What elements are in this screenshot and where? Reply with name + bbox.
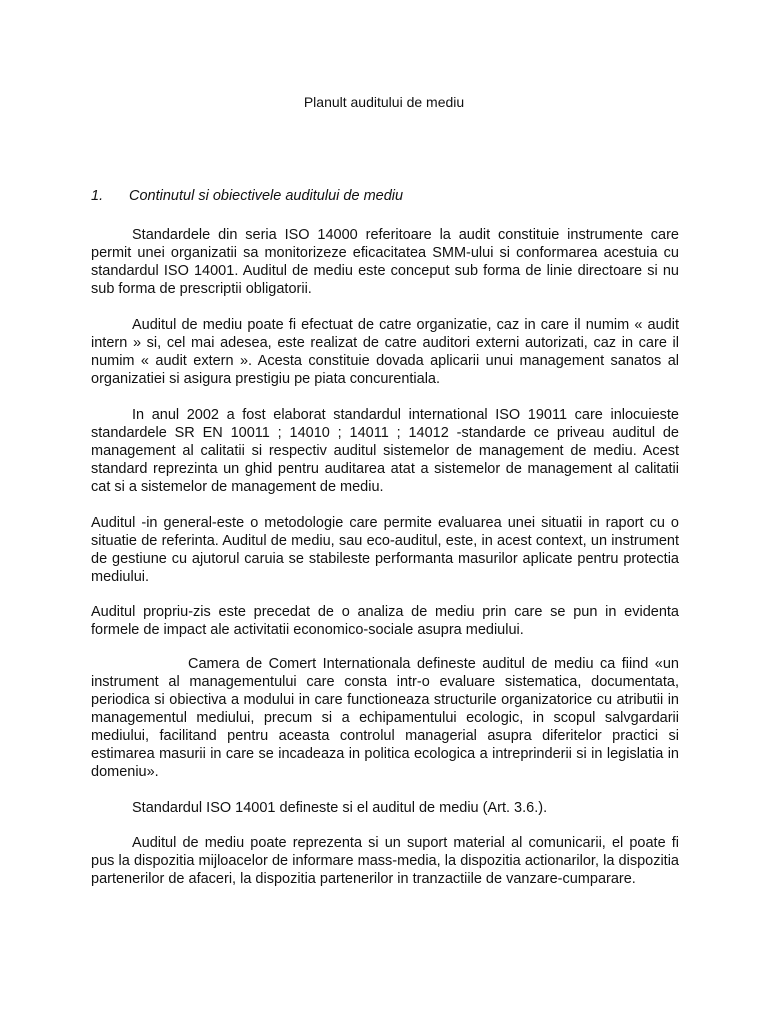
section-heading-text: Continutul si obiectivele auditului de mediu xyxy=(129,188,404,204)
paragraph-audit-definition: Auditul -in general-este o metodologie care permite evaluarea unei situatii in raport cu o situatie de referinta. Auditul de mediu, sau eco-auditul, este, in acest context, un instrument de gestiune cu ajutorul caruia se stabileste performanta masurilor aplicate pentru protectia mediului. xyxy=(91,515,679,585)
paragraph-iso-19011: In anul 2002 a fost elaborat standardul international ISO 19011 care inlocuieste standardele SR EN 10011 ; 14010 ; 14011 ; 14012 -standarde ce priveau auditul de management al calitatii si respectiv auditul sistemelor de management de mediu. Acest standard reprezinta un ghid pentru auditarea atat a sistemelor de management al calitatii cat si a sistemelor de management de mediu. xyxy=(91,407,679,495)
paragraph-iso-14001: Standardul ISO 14001 defineste si el auditul de mediu (Art. 3.6.). xyxy=(132,800,548,816)
paragraph-audit-intern-extern: Auditul de mediu poate fi efectuat de catre organizatie, caz in care il numim « audit intern » si, cel mai adesea, este realizat de catre auditori externi autorizati, caz in care il numim « audit extern ». Acesta constituie dovada aplicarii unui management sanatos al organizatiei si asigura prestigiu pe piata concurentiala. xyxy=(91,317,679,387)
paragraph-iso-14000: Standardele din seria ISO 14000 referitoare la audit constituie instrumente care permit unei organizatii sa monitorizeze eficacitatea SMM-ului si conformarea acestuia cu standardul ISO 14001. Auditul de mediu este conceput sub forma de linie directoare si nu sub forma de prescriptii obligatorii. xyxy=(91,227,679,297)
section-number: 1. xyxy=(91,188,104,204)
paragraph-communication-support: Auditul de mediu poate reprezenta si un suport material al comunicarii, el poate fi pus la dispozitia mijloacelor de informare mass-media, la dispozitia actionarilor, la dispozitia partenerilor de afaceri, la dispozitia partenerilor in tranzactiile de vanzare-cumparare. xyxy=(91,835,679,887)
section-heading xyxy=(91,187,681,205)
document-title: Planult auditului de mediu xyxy=(303,94,465,110)
paragraph-icc-definition: Camera de Comert Internationala defineste auditul de mediu ca fiind «un instrument al managementului care consta intr-o evaluare sistematica, documentata, periodica si obiectiva a modului in care functioneaza structurile organizatorice cu atributii in managementul mediului, precum si a echipamentului ecologic, in scopul salvgardarii mediului, facilitand pentru aceasta controlul managerial asupra diferitelor practici si estimarea masurii in care se incadeaza in politica ecologica a intreprinderii si in legislatia in domeniu». xyxy=(91,656,679,780)
paragraph-environmental-analysis: Auditul propriu-zis este precedat de o analiza de mediu prin care se pun in evidenta formele de impact ale activitatii economico-sociale asupra mediului. xyxy=(91,604,679,638)
